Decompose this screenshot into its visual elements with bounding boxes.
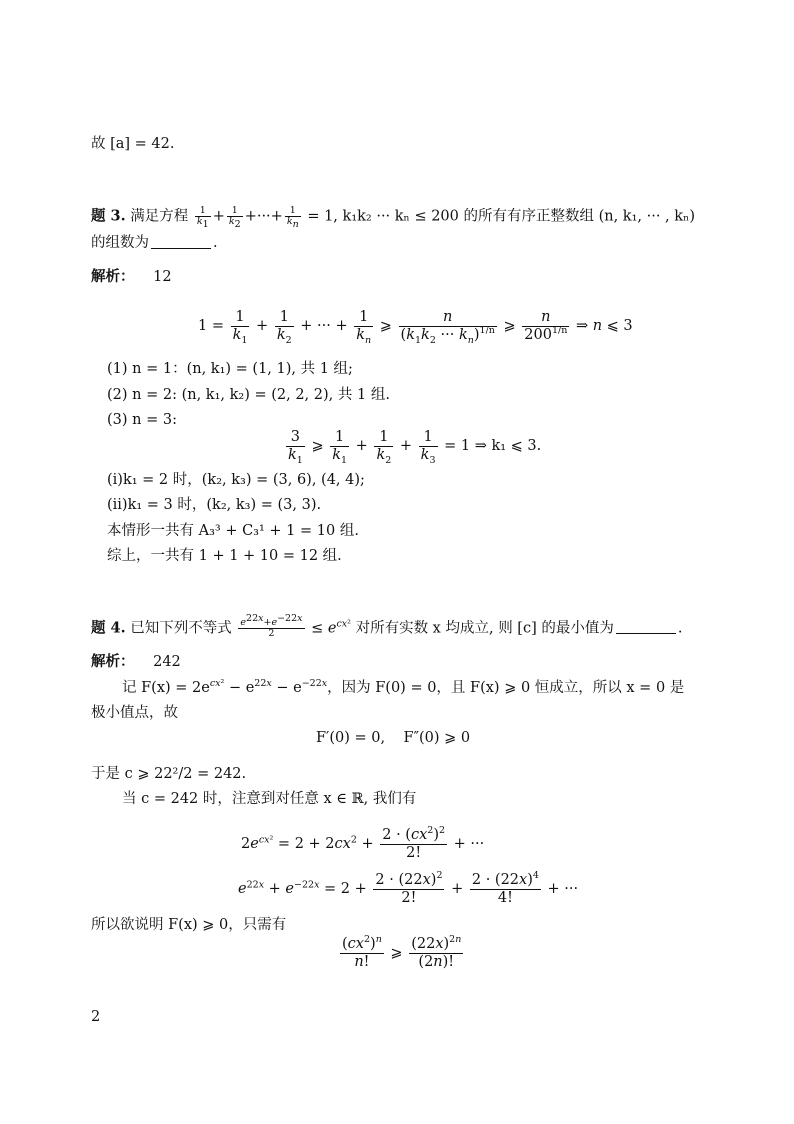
problem4-answer: 242: [153, 654, 181, 670]
answer-blank: [151, 237, 211, 249]
series-expansion-2: $e^{22x} + e^{-22x} = 2$ + $\frac{2 \cdot (22x)^2}{2!}$ + $\frac{2 \cdot (22x)^4}{4!}$ + ···: [238, 870, 579, 906]
page-number: 2: [91, 1009, 101, 1025]
problem4-para1: 记 $F(x) = 2e^{cx^2} - e^{22x} - e^{-22x}$，因为 F(0) = 0，且 F(x) ⩾ 0 恒成立，所以 x = 0 是: [122, 678, 685, 696]
case-1: (1) n = 1：(n, k₁) = (1, 1), 共 1 组;: [107, 361, 353, 377]
problem4-statement-a: 已知下列不等式: [130, 620, 232, 637]
problem3-statement: 题 3. 满足方程 $\frac{1}{k_1}$ + $\frac{1}{k_2}$ +···+ $\frac{1}{k_n}$ = 1, k₁k₂ ··· kₙ ≤ 200 的所有有序正整数组 (n, k₁, ··· , kₙ): [91, 205, 695, 230]
case3-inequality: $\frac{3}{k_1}$ ⩾ $\frac{1}{k_1}$ + $\frac{1}{k_2}$ + $\frac{1}{k_3}$ = 1 ⇒ k₁ ⩽ 3.: [288, 429, 542, 466]
frac-c3-1-k1: $\frac{1}{k_1}$: [332, 429, 348, 466]
frac-n-200: $\frac{n}{200^{1/n}}$: [524, 309, 568, 343]
frac-cosh-22x: $\frac{e^{22x}+e^{-22x}}{2}$: [240, 612, 303, 639]
problem3-statement-end: .: [213, 235, 218, 251]
answer-blank-4: [616, 622, 676, 634]
conclusion-line: 于是 c ⩾ 22²/2 = 242.: [91, 766, 247, 782]
when-line: 当 c = 242 时，注意到对任意 x ∈ ℝ, 我们有: [122, 791, 417, 807]
series-expansion-1: $2e^{cx^2} = 2 + 2cx^2$ + $\frac{2 \cdot (cx^2)^2}{2!}$ + ···: [241, 825, 485, 861]
problem4-para1-line2: 极小值点，故: [91, 705, 178, 721]
frac-eq-1-k2: $\frac{1}{k_2}$: [276, 309, 292, 346]
frac-series2-term2: $\frac{2 \cdot (22x)^4}{4!}$: [471, 870, 539, 906]
need-line: 所以欲说明 F(x) ⩾ 0，只需有: [91, 917, 287, 933]
intro-result: 故 [a] = 42.: [91, 136, 175, 152]
summary-line: 综上，一共有 1 + 1 + 10 = 12 组.: [107, 548, 342, 564]
case-2: (2) n = 2: (n, k₁, k₂) = (2, 2, 2), 共 1 组.: [107, 387, 390, 403]
main-inequality: 1 = $\frac{1}{k_1}$ + $\frac{1}{k_2}$ + ··· + $\frac{1}{k_n}$ ⩾ $\frac{n}{(k_1k_2 \cdot\cdot\cdot k_n)^{1/n}}$ ⩾ $\frac{n}{200^{1/n}}$ ⇒ n ⩽ 3: [198, 309, 633, 346]
problem4-answer-label: 解析：: [91, 653, 135, 670]
frac-22x-2n: $\frac{(22x)^{2n}}{(2n)!}$: [411, 934, 462, 970]
fraction-1-k1: $\frac{1}{k_1}$: [196, 205, 209, 230]
frac-cx2-n: $\frac{(cx^2)^n}{n!}$: [342, 934, 382, 970]
problem3-label: 题 3.: [91, 207, 126, 225]
frac-eq-1-kn: $\frac{1}{k_n}$: [356, 309, 372, 346]
frac-3-k1: $\frac{3}{k_1}$: [288, 429, 303, 466]
problem4-statement: 题 4. 已知下列不等式 $\frac{e^{22x}+e^{-22x}}{2}$ ≤ $e^{cx^2}$ 对所有实数 x 均成立, 则 [c] 的最小值为 .: [91, 612, 683, 639]
frac-n-geomean: $\frac{n}{(k_1k_2 \cdot\cdot\cdot k_n)^{1/n}}$: [400, 309, 495, 346]
case-3: (3) n = 3:: [107, 412, 177, 428]
frac-eq-1-k1: $\frac{1}{k_1}$: [232, 309, 248, 346]
case3-result: = 1 ⇒ k₁ ⩽ 3.: [444, 438, 542, 455]
frac-c3-1-k3: $\frac{1}{k_3}$: [420, 429, 436, 466]
para1-c: − e: [276, 680, 302, 696]
para1-a: 记 F(x) = 2e: [122, 680, 210, 696]
problem3-statement-b: = 1, k₁k₂ ··· kₙ ≤ 200 的所有有序正整数组 (n, k₁, ··· , kₙ): [307, 208, 695, 225]
problem3-statement-c: 的组数为: [91, 235, 149, 251]
problem4-label: 题 4.: [91, 619, 126, 637]
para1-b: − e: [228, 680, 255, 696]
para1-d: ，因为 F(0) = 0，且 F(x) ⩾ 0 恒成立，所以 x = 0 是: [327, 680, 685, 696]
problem4-statement-end: .: [677, 620, 683, 637]
frac-series1-term: $\frac{2 \cdot (cx^2)^2}{2!}$: [382, 825, 446, 861]
sub-case-ii: (ii)k₁ = 3 时，(k₂, k₃) = (3, 3).: [107, 497, 322, 513]
problem3-statement-line2: [91, 236, 218, 251]
problem3-answer-label: 解析：: [91, 268, 135, 285]
frac-c3-1-k2: $\frac{1}{k_2}$: [376, 429, 392, 466]
final-inequality: $\frac{(cx^2)^n}{n!}$ ⩾ $\frac{(22x)^{2n}}{(2n)!}$: [342, 934, 462, 970]
problem4-statement-b: 对所有实数 x 均成立, 则 [c] 的最小值为: [355, 620, 614, 637]
count-line: 本情形一共有 A₃³ + C₃¹ + 1 = 10 组.: [107, 523, 359, 539]
problem3-answer-line: [91, 270, 172, 285]
problem3-statement-a: 满足方程: [130, 208, 189, 225]
problem4-answer-line: [91, 655, 181, 670]
frac-series2-term1: $\frac{2 \cdot (22x)^2}{2!}$: [375, 870, 443, 906]
problem3-answer: 12: [153, 269, 172, 285]
derivative-conditions: F′(0) = 0, F″(0) ⩾ 0: [316, 730, 471, 746]
sub-case-i: (i)k₁ = 2 时，(k₂, k₃) = (3, 6), (4, 4);: [107, 472, 365, 488]
fraction-1-kn: $\frac{1}{k_n}$: [286, 205, 299, 230]
fraction-1-k2: $\frac{1}{k_2}$: [228, 205, 241, 230]
